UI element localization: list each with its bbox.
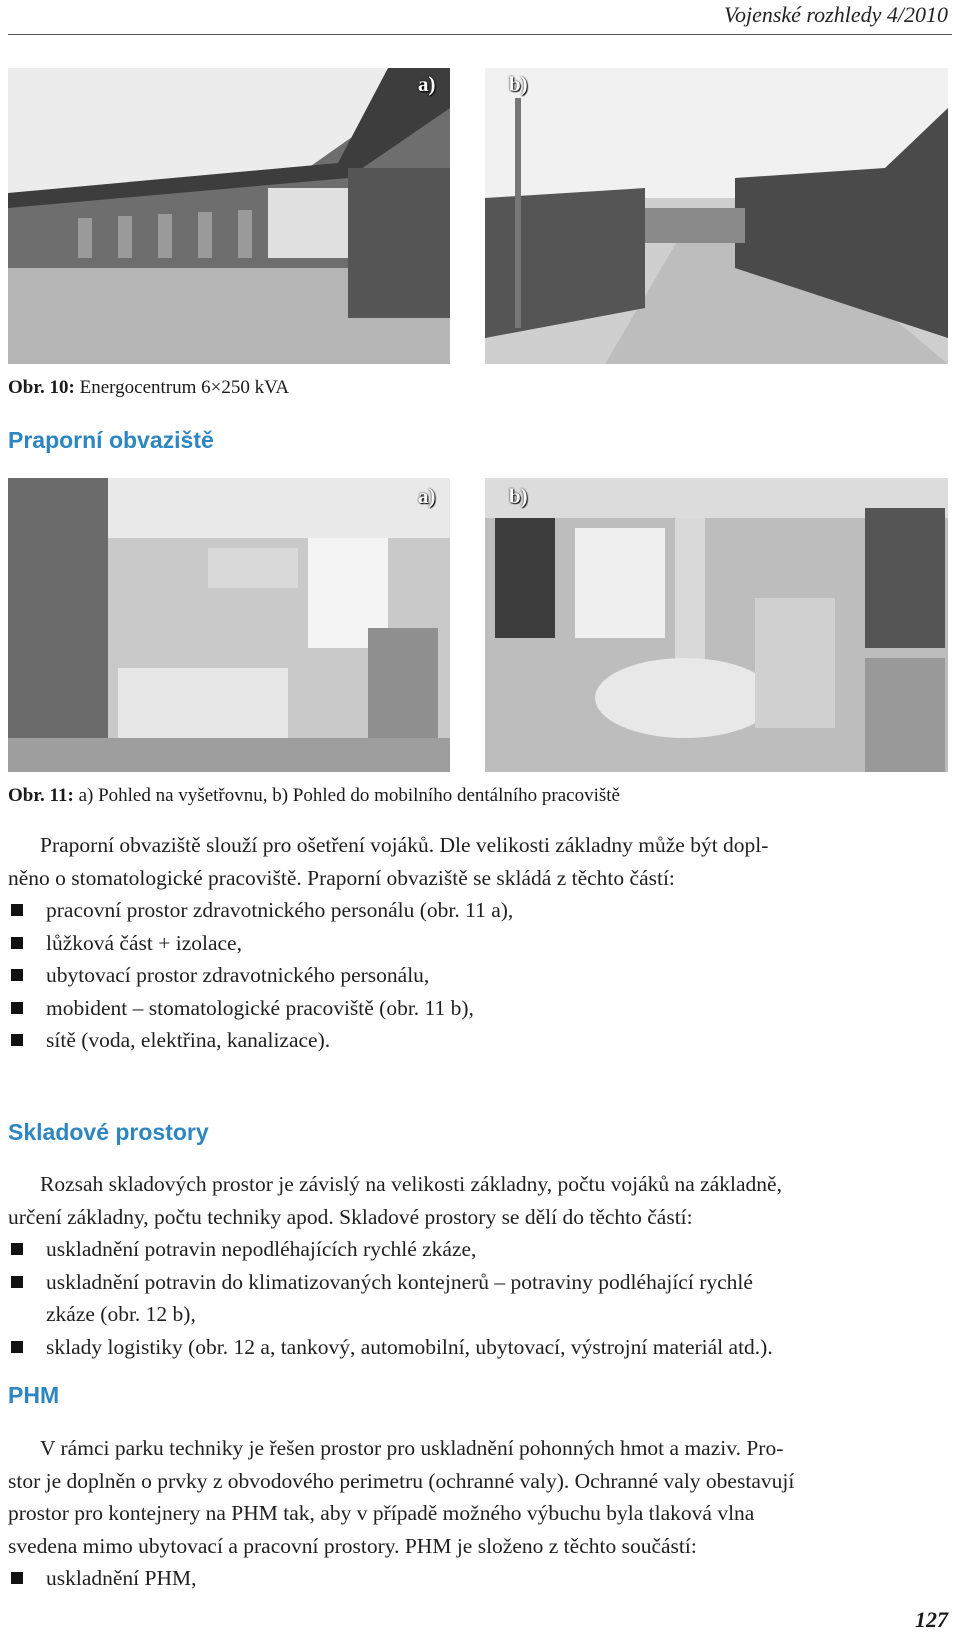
- figure-11-caption-label: Obr. 11:: [8, 785, 74, 806]
- header-rule: [8, 34, 952, 35]
- figure-10-caption: [8, 377, 289, 399]
- list-item-continuation: zkáze (obr. 12 b),: [46, 1302, 196, 1326]
- bullet-list-sklady: [8, 1233, 953, 1363]
- list-item: ubytovací prostor zdravotnického personálu,: [8, 959, 953, 992]
- list-item: uskladnění potravin nepodléhajících rychlé zkáze,: [8, 1233, 953, 1266]
- paragraph-line: svedena mimo ubytovací a pracovní prostory. PHM je složeno z těchto součástí:: [8, 1533, 697, 1558]
- bullet-list-phm: [8, 1562, 953, 1595]
- paragraph-sklady: [8, 1168, 953, 1363]
- bullet-list-obvaziste: [8, 894, 953, 1057]
- figure-11-label-a: a): [418, 484, 436, 508]
- section-heading-phm: PHM: [8, 1382, 60, 1408]
- list-item-text: uskladnění potravin do klimatizovaných kontejnerů – potraviny podléhající rychlé: [46, 1269, 753, 1294]
- figure-11-label-b: b): [509, 484, 528, 508]
- list-item: mobident – stomatologické pracoviště (obr. 11 b),: [8, 992, 953, 1025]
- figure-11-caption-text: a) Pohled na vyšetřovnu, b) Pohled do mobilního dentálního pracoviště: [78, 785, 620, 806]
- paragraph-line: něno o stomatologické pracoviště. Praporní obvaziště se skládá z těchto částí:: [8, 865, 675, 890]
- figure-10-label-b: b): [509, 72, 528, 96]
- paragraph-line: V rámci parku techniky je řešen prostor pro uskladnění pohonných hmot a maziv. Pro-: [40, 1436, 784, 1460]
- paragraph-line: stor je doplněn o prvky z obvodového perimetru (ochranné valy). Ochranné valy obestavují: [8, 1468, 795, 1493]
- section-heading-obvaziste: Praporní obvaziště: [8, 427, 214, 453]
- figure-10-label-a: a): [418, 72, 436, 96]
- list-item: [8, 1266, 953, 1331]
- paragraph-line: prostor pro kontejnery na PHM tak, aby v případě možného výbuchu byla tlaková vlna: [8, 1501, 755, 1525]
- figure-11-photo-b: [485, 478, 948, 772]
- paragraph-line: Rozsah skladových prostor je závislý na velikosti základny, počtu vojáků na základně,: [40, 1172, 782, 1196]
- list-item: sklady logistiky (obr. 12 a, tankový, automobilní, ubytovací, výstrojní materiál atd.).: [8, 1331, 953, 1364]
- paragraph-line: Praporní obvaziště slouží pro ošetření vojáků. Dle velikosti základny může být dopl-: [40, 833, 769, 857]
- list-item: uskladnění PHM,: [8, 1562, 953, 1595]
- page-number: 127: [915, 1607, 948, 1632]
- section-heading-sklady: Skladové prostory: [8, 1119, 209, 1145]
- paragraph-phm: [8, 1432, 953, 1595]
- paragraph-line: určení základny, počtu techniky apod. Skladové prostory se dělí do těchto částí:: [8, 1204, 693, 1229]
- running-head: Vojenské rozhledy 4/2010: [723, 2, 948, 27]
- figure-10-photo-a: [8, 68, 450, 364]
- figure-10-caption-text: Energocentrum 6×250 kVA: [79, 377, 290, 398]
- figure-11-photo-a: [8, 478, 450, 772]
- figure-10-photo-b: [485, 68, 948, 364]
- list-item: lůžková část + izolace,: [8, 927, 953, 960]
- list-item: pracovní prostor zdravotnického personálu (obr. 11 a),: [8, 894, 953, 927]
- paragraph-obvaziste: [8, 829, 953, 1057]
- figure-11-caption: [8, 785, 620, 807]
- figure-10-caption-label: Obr. 10:: [8, 377, 75, 398]
- list-item: sítě (voda, elektřina, kanalizace).: [8, 1024, 953, 1057]
